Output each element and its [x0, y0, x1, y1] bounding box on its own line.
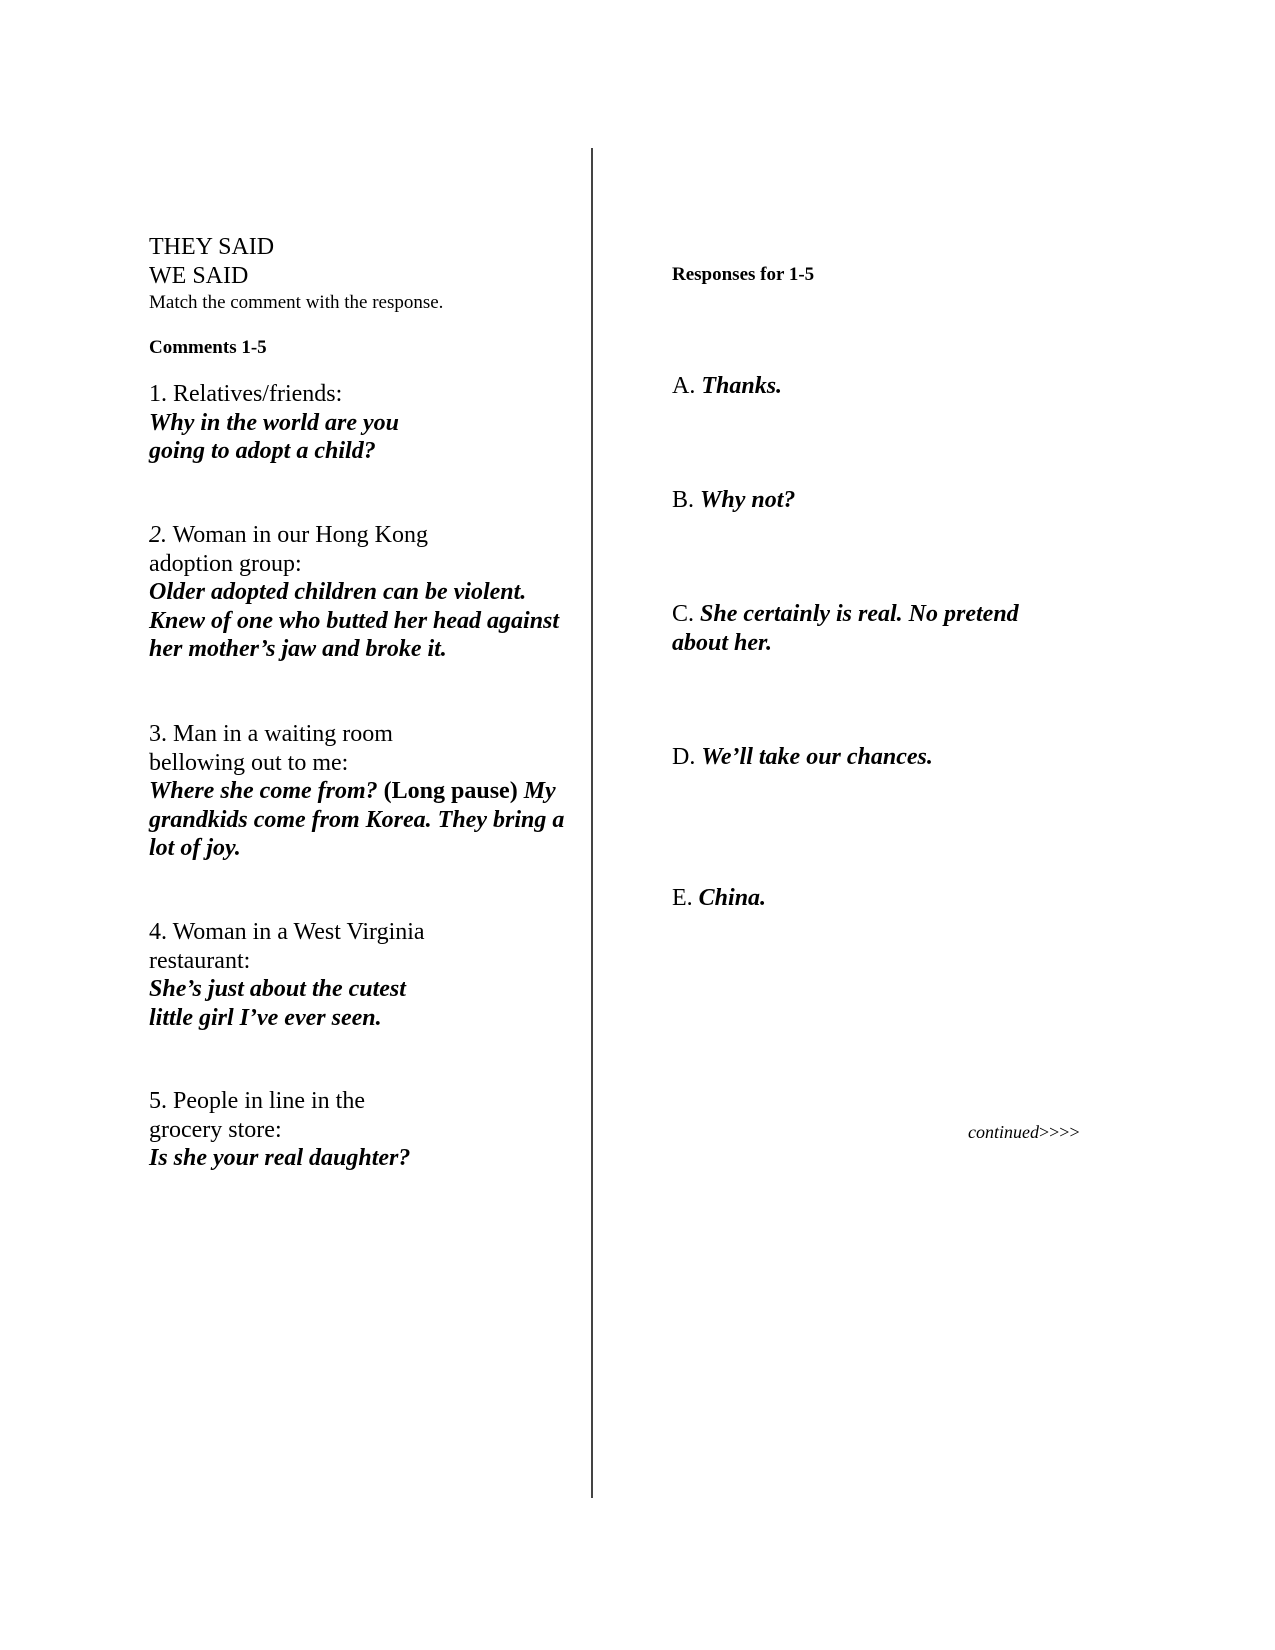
- comment-quote-line: Where she come from? (Long pause) My: [149, 778, 556, 804]
- continued-note: continued>>>>: [968, 1122, 1080, 1142]
- comment-quote-line: Knew of one who butted her head against: [149, 607, 560, 634]
- comment-item-4: [149, 918, 589, 1032]
- response-item-c: C. She certainly is real. No pretend about her.: [672, 601, 1019, 656]
- responses-column: [672, 264, 1172, 286]
- response-answer: We’ll take our chances.: [701, 744, 933, 770]
- response-answer: She certainly is real. No pretend: [700, 601, 1019, 627]
- comment-item-3: [149, 720, 589, 863]
- response-item-b: B. Why not?: [672, 487, 796, 513]
- comment-speaker: 3. Man in a waiting room: [149, 721, 393, 747]
- comment-speaker-cont: adoption group:: [149, 550, 302, 577]
- comment-speaker: 1. Relatives/friends:: [149, 381, 343, 407]
- response-answer: Thanks.: [701, 373, 783, 399]
- response-answer: Why not?: [700, 487, 796, 513]
- comment-speaker: 5. People in line in the: [149, 1088, 365, 1114]
- comment-speaker-cont: restaurant:: [149, 947, 251, 974]
- comment-quote-line: little girl I’ve ever seen.: [149, 1004, 382, 1031]
- long-pause-aside: (Long pause): [383, 778, 518, 804]
- response-item-a: A. Thanks.: [672, 373, 783, 399]
- comment-speaker: 4. Woman in a West Virginia: [149, 919, 425, 945]
- comment-quote-line: lot of joy.: [149, 835, 241, 861]
- instruction-text: Match the comment with the response.: [149, 292, 444, 313]
- comment-item-1: [149, 380, 589, 466]
- comments-heading: Comments 1-5: [149, 337, 267, 358]
- continued-arrows: >>>>: [1038, 1122, 1080, 1142]
- comment-quote-line: She’s just about the cutest: [149, 976, 406, 1002]
- title-line-2: WE SAID: [149, 263, 249, 289]
- responses-heading: Responses for 1-5: [672, 264, 815, 285]
- comment-quote-line: grandkids come from Korea. They bring a: [149, 806, 565, 833]
- title-line-1: THEY SAID: [149, 234, 275, 260]
- comment-quote-line: Is she your real daughter?: [149, 1145, 411, 1171]
- column-divider: [591, 148, 593, 1498]
- comment-speaker-cont: bellowing out to me:: [149, 749, 349, 776]
- response-answer: China.: [698, 885, 767, 911]
- comment-speaker: 2. Woman in our Hong Kong: [149, 522, 428, 548]
- comment-quote-line: her mother’s jaw and broke it.: [149, 636, 447, 662]
- comment-item-2: [149, 521, 589, 664]
- comment-item-5: [149, 1087, 589, 1173]
- comment-speaker-cont: grocery store:: [149, 1116, 282, 1143]
- response-item-d: D. We’ll take our chances.: [672, 744, 933, 770]
- comment-quote-line: going to adopt a child?: [149, 438, 376, 464]
- response-item-e: E. China.: [672, 885, 767, 911]
- comment-quote-line: Older adopted children can be violent.: [149, 579, 527, 605]
- comments-column: [149, 233, 579, 359]
- comment-quote-line: Why in the world are you: [149, 409, 400, 436]
- response-answer-cont: about her.: [672, 629, 773, 656]
